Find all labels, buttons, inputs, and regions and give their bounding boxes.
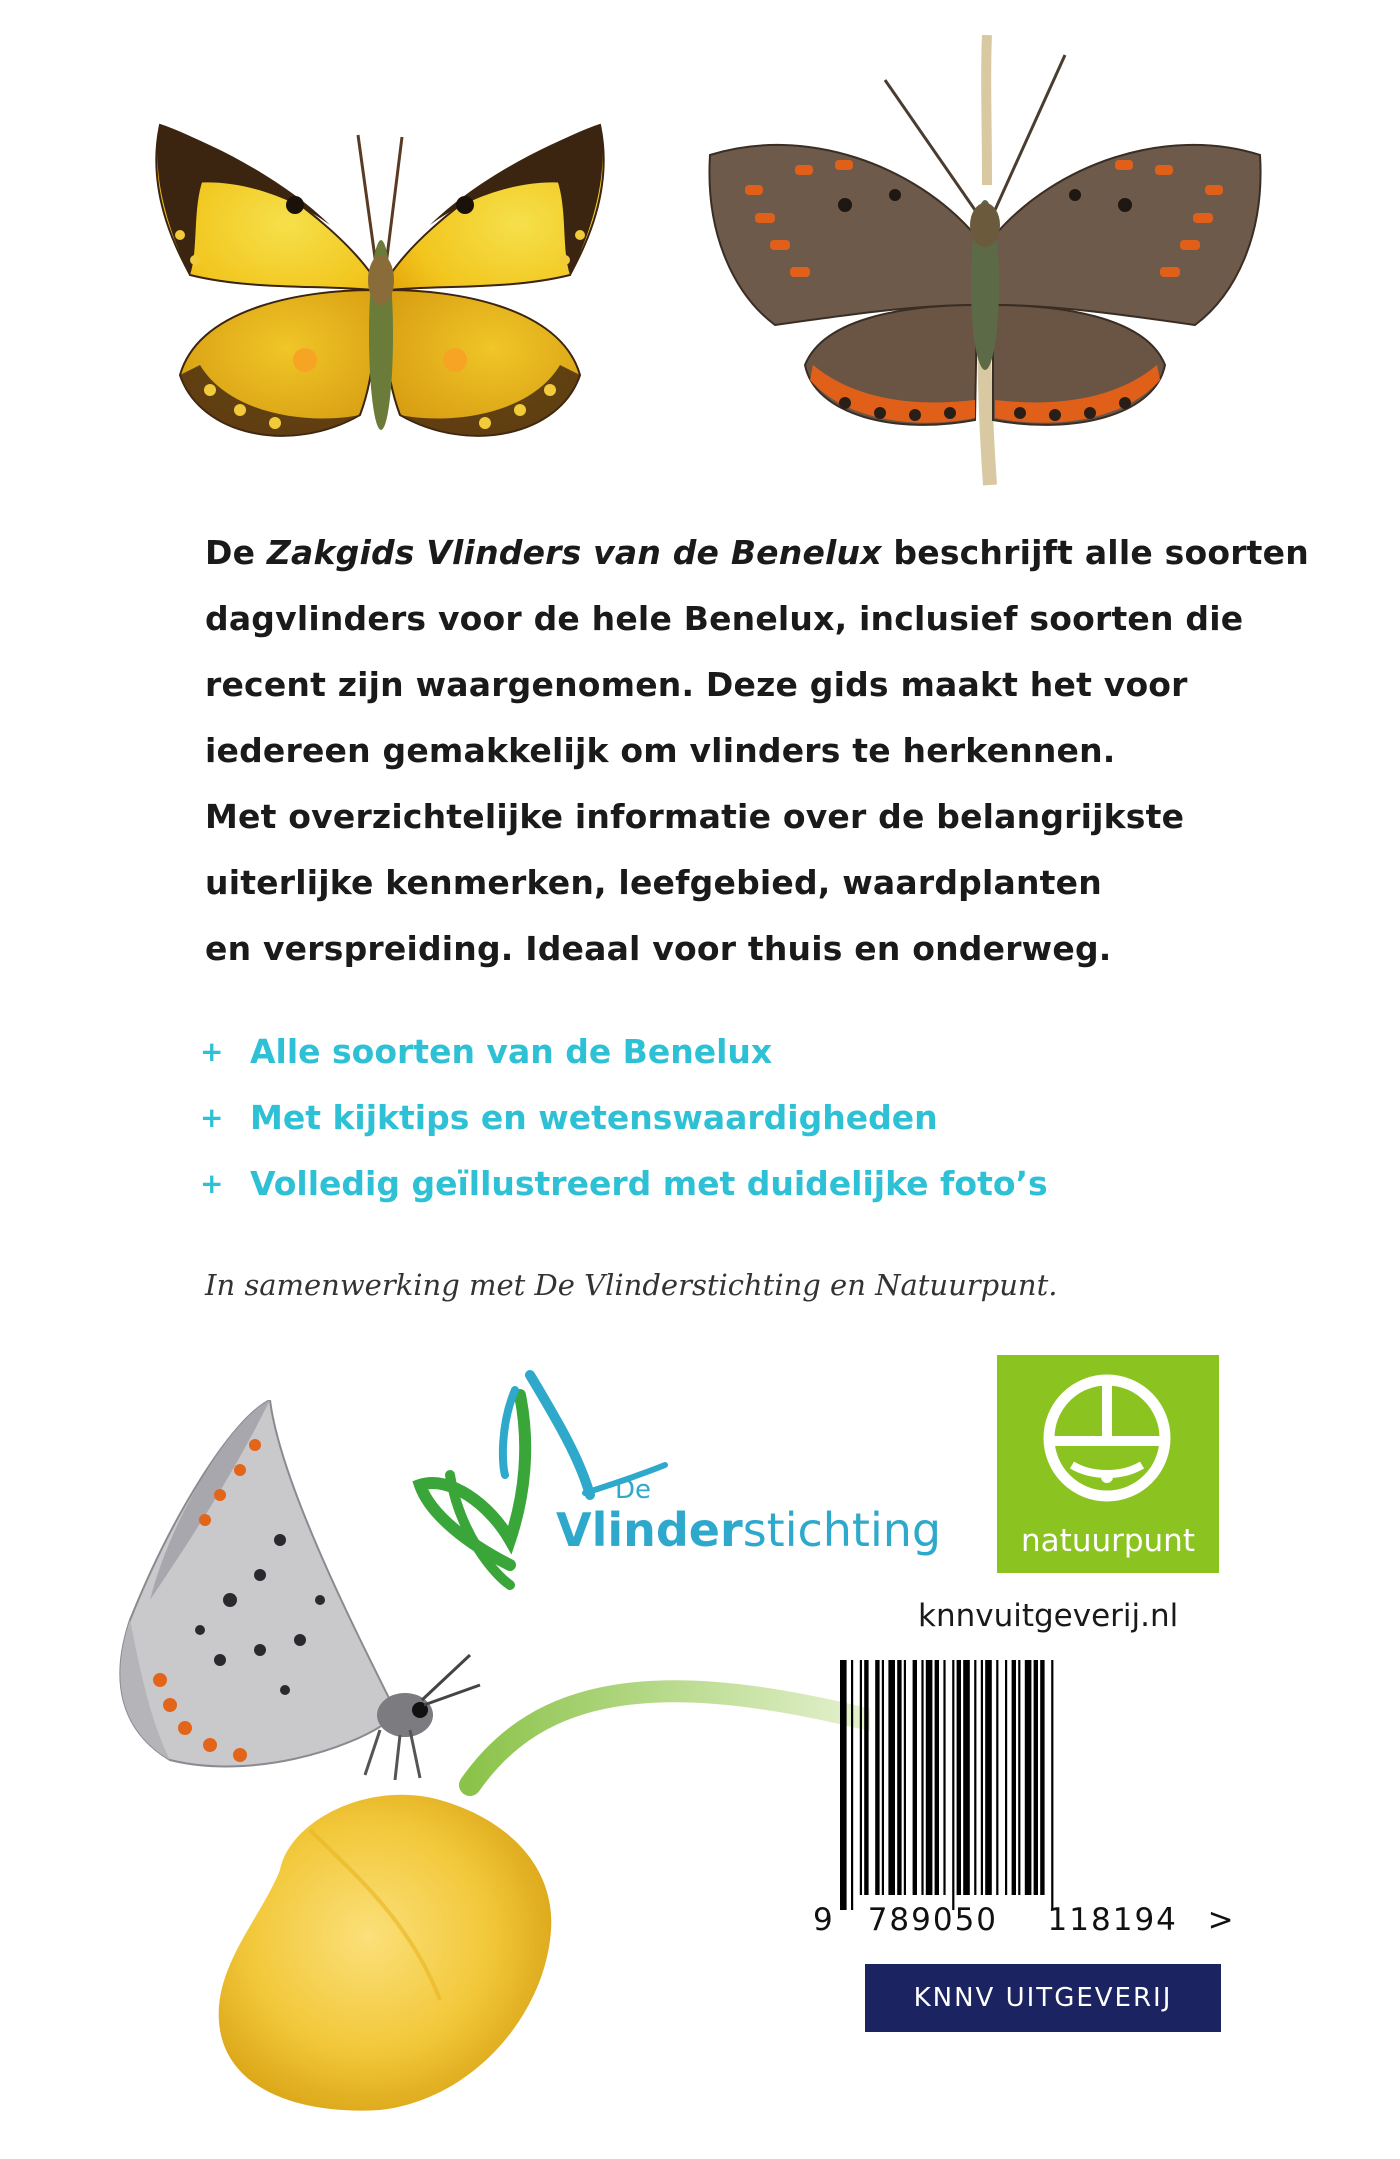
barcode-bar [943, 1660, 945, 1895]
isbn-barcode [838, 1660, 1212, 1910]
plus-icon: + [200, 1100, 224, 1134]
plus-icon: + [200, 1034, 224, 1068]
barcode-bar [913, 1660, 917, 1895]
barcode-bar [935, 1660, 939, 1895]
publisher-band: KNNV UITGEVERIJ [865, 1964, 1221, 2032]
description-line-2: dagvlinders voor de hele Benelux, inclusief soorten die [205, 599, 1244, 638]
barcode-bar [860, 1660, 862, 1895]
barcode-bar [1051, 1660, 1053, 1910]
barcode-bar [851, 1660, 853, 1910]
barcode-bar [864, 1660, 868, 1895]
barcode-bar [926, 1660, 933, 1895]
natuurpunt-emblem-icon [1027, 1373, 1187, 1503]
sooty-copper-butterfly-image [695, 35, 1275, 490]
vlinderstichting-name-part2: stichting [742, 1503, 942, 1557]
barcode-bar [921, 1660, 923, 1895]
feature-item [200, 1084, 1100, 1150]
barcode-bar [974, 1660, 976, 1895]
barcode-bar [985, 1660, 992, 1895]
barcode-bar [957, 1660, 961, 1895]
barcode-bar [904, 1660, 906, 1895]
isbn-left-digits: 789050 [867, 1902, 999, 1938]
feature-text: Volledig geïllustreerd met duidelijke foto’s [250, 1163, 1048, 1203]
barcode-bar [963, 1660, 970, 1895]
feature-text: Alle soorten van de Benelux [250, 1031, 773, 1071]
book-description [205, 520, 1309, 982]
barcode-bar [1040, 1660, 1044, 1895]
description-line-3: recent zijn waargenomen. Deze gids maakt het voor [205, 665, 1188, 704]
description-text: De [205, 533, 267, 572]
publisher-website[interactable]: knnvuitgeverij.nl [918, 1598, 1179, 1634]
barcode-bar [981, 1660, 983, 1895]
vlinderstichting-de: De [615, 1475, 652, 1505]
barcode-bar [875, 1660, 879, 1895]
description-line-1 [205, 520, 1309, 586]
feature-list [200, 1018, 1100, 1216]
barcode-bar [882, 1660, 884, 1895]
isbn-arrow: > [1207, 1902, 1234, 1938]
barcode-bar [1018, 1660, 1020, 1895]
plus-icon: + [200, 1166, 224, 1200]
barcode-bar [1005, 1660, 1007, 1895]
feature-text: Met kijktips en wetenswaardigheden [250, 1097, 938, 1137]
feature-item [200, 1018, 1100, 1084]
barcode-bar [897, 1660, 901, 1895]
vlinderstichting-name-part1: Vlinder [556, 1503, 743, 1557]
description-line-6: uiterlijke kenmerken, leefgebied, waardplanten [205, 863, 1102, 902]
description-line-4: iedereen gemakkelijk om vlinders te herkennen. [205, 731, 1116, 770]
description-line-7: en verspreiding. Ideaal voor thuis en onderweg. [205, 929, 1112, 968]
vlinderstichting-name [556, 1503, 941, 1557]
isbn-first-digit: 9 [813, 1902, 833, 1938]
vlinderstichting-logo [410, 1365, 950, 1595]
isbn-right-digits: 118194 [1047, 1902, 1178, 1938]
natuurpunt-logo [997, 1355, 1219, 1573]
collaboration-note: In samenwerking met De Vlinderstichting en Natuurpunt. [205, 1268, 1058, 1302]
feature-item [200, 1150, 1100, 1216]
barcode-bar [996, 1660, 998, 1895]
barcode-bar [888, 1660, 895, 1895]
isbn-digits [813, 1902, 1234, 1938]
barcode-bar [1012, 1660, 1016, 1895]
clouded-yellow-butterfly-image [140, 75, 620, 460]
description-text: beschrijft alle soorten [881, 533, 1309, 572]
barcode-bar [1025, 1660, 1032, 1895]
barcode-bar [840, 1660, 847, 1910]
barcode-bar [1034, 1660, 1038, 1895]
natuurpunt-label: natuurpunt [1021, 1523, 1195, 1559]
book-title: Zakgids Vlinders van de Benelux [266, 533, 882, 572]
description-line-5: Met overzichtelijke informatie over de belangrijkste [205, 797, 1185, 836]
barcode-bar [952, 1660, 954, 1910]
